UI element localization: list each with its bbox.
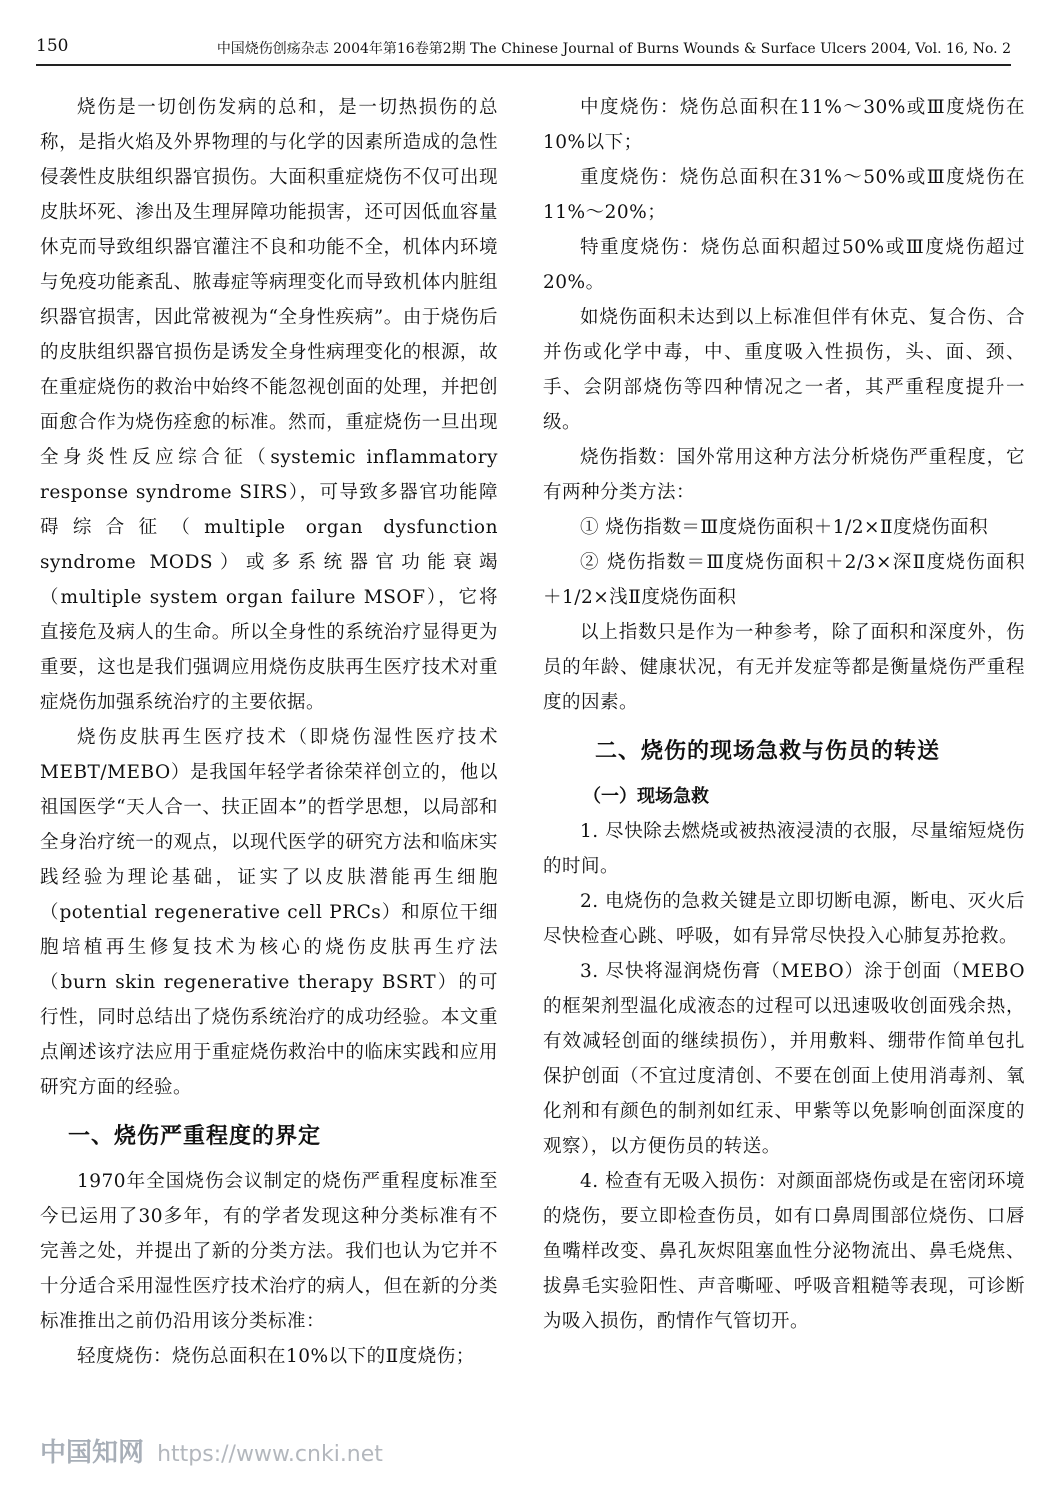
section-heading-1: 一、烧伤严重程度的界定 [68, 1124, 322, 1149]
right-paragraph-5: 烧伤指数：国外常用这种方法分析烧伤严重程度，它有两种分类方法： [543, 447, 1025, 503]
subsection-heading: （一）现场急救 [583, 786, 709, 807]
first-aid-item-3: 3. 尽快将湿润烧伤膏（MEBO）涂于创面（MEBO的框架剂型温化成液态的过程可以迅速吸收创面残余热，有效减轻创面的继续损伤），并用敷料、绷带作简单包扎保护创面（不宜过度清创、不要在创面上使用消毒剂、氧化剂和有颜色的制剂如红汞、甲紫等以免影响创面深度的观察），以方便伤员的转送。 [543, 961, 1025, 1157]
journal-running-head: 中国烧伤创疡杂志 2004年第16卷第2期 The Chinese Journal of Burns Wounds & Surface Ulcers 2004, Vol. 16, No. 2 [216, 41, 1011, 57]
section-1-paragraph-1: 1970年全国烧伤会议制定的烧伤严重程度标准至今已运用了30多年，有的学者发现这种分类标准有不完善之处，并提出了新的分类方法。我们也认为它并不十分适合采用湿性医疗技术治疗的病人，但在新的分类标准推出之前仍沿用该分类标准： [40, 1171, 498, 1332]
section-heading-2: 二、烧伤的现场急救与伤员的转送 [595, 739, 941, 764]
formula-2: ② 烧伤指数＝Ⅲ度烧伤面积＋2/3×深Ⅱ度烧伤面积＋1/2×浅Ⅱ度烧伤面积 [543, 552, 1025, 608]
page-number: 150 [36, 36, 69, 56]
cnki-watermark [40, 1432, 383, 1469]
right-paragraph-1: 中度烧伤：烧伤总面积在11%～30%或Ⅲ度烧伤在10%以下； [543, 97, 1025, 153]
first-aid-item-4: 4. 检查有无吸入损伤：对颜面部烧伤或是在密闭环境的烧伤，要立即检查伤员，如有口鼻周围部位烧伤、口唇鱼嘴样改变、鼻孔灰烬阻塞血性分泌物流出、鼻毛烧焦、拔鼻毛实验阳性、声音嘶哑、呼吸音粗糙等表现，可诊断为吸入损伤，酌情作气管切开。 [543, 1171, 1025, 1332]
right-paragraph-2: 重度烧伤：烧伤总面积在31%～50%或Ⅲ度烧伤在11%～20%； [543, 167, 1025, 223]
intro-paragraph-1: 烧伤是一切创伤发病的总和，是一切热损伤的总称，是指火焰及外界物理的与化学的因素所造成的急性侵袭性皮肤组织器官损伤。大面积重症烧伤不仅可出现皮肤坏死、渗出及生理屏障功能损害，还可因低血容量休克而导致组织器官灌注不良和功能不全，机体内环境与免疫功能紊乱、脓毒症等病理变化而导致机体内脏组织器官损害，因此常被视为“全身性疾病”。由于烧伤后的皮肤组织器官损伤是诱发全身性病理变化的根源，故在重症烧伤的救治中始终不能忽视创面的处理，并把创面愈合作为烧伤痊愈的标准。然而，重症烧伤一旦出现全身炎性反应综合征（systemic inflammatory response syndrome SIRS），可导致多器官功能障碍综合征（multiple organ dysfunction syndrome MODS）或多系统器官功能衰竭（multiple system organ failure MSOF），它将直接危及病人的生命。所以全身性的系统治疗显得更为重要，这也是我们强调应用烧伤皮肤再生医疗技术对重症烧伤加强系统治疗的主要依据。 [40, 97, 498, 713]
section-1-paragraph-2: 轻度烧伤：烧伤总面积在10%以下的Ⅱ度烧伤； [77, 1346, 475, 1367]
right-column [543, 90, 1025, 1339]
left-column [40, 90, 498, 1374]
first-aid-item-1: 1. 尽快除去燃烧或被热液浸渍的衣服，尽量缩短烧伤的时间。 [543, 821, 1025, 877]
right-paragraph-8: 以上指数只是作为一种参考，除了面积和深度外，伤员的年龄、健康状况，有无并发症等都是衡量烧伤严重程度的因素。 [543, 622, 1025, 713]
right-paragraph-4: 如烧伤面积未达到以上标准但伴有休克、复合伤、合并伤或化学中毒，中、重度吸入性损伤，头、面、颈、手、会阴部烧伤等四种情况之一者，其严重程度提升一级。 [543, 307, 1025, 433]
first-aid-item-2: 2. 电烧伤的急救关键是立即切断电源，断电、灭火后尽快检查心跳、呼吸，如有异常尽快投入心肺复苏抢救。 [543, 891, 1025, 947]
formula-1: ① 烧伤指数＝Ⅲ度烧伤面积＋1/2×Ⅱ度烧伤面积 [580, 517, 989, 538]
right-paragraph-3: 特重度烧伤：烧伤总面积超过50%或Ⅲ度烧伤超过20%。 [543, 237, 1025, 293]
running-header [36, 34, 1011, 66]
intro-paragraph-2: 烧伤皮肤再生医疗技术（即烧伤湿性医疗技术MEBT/MEBO）是我国年轻学者徐荣祥创立的，他以祖国医学“天人合一、扶正固本”的哲学思想，以局部和全身治疗统一的观点，以现代医学的研究方法和临床实践经验为理论基础，证实了以皮肤潜能再生细胞（potential regenerative cell PRCs）和原位干细胞培植再生修复技术为核心的烧伤皮肤再生疗法（burn skin regenerative therapy BSRT）的可行性，同时总结出了烧伤系统治疗的成功经验。本文重点阐述该疗法应用于重症烧伤救治中的临床实践和应用研究方面的经验。 [40, 727, 498, 1098]
cnki-logo: 中国知网 [40, 1438, 145, 1468]
cnki-url: https://www.cnki.net [157, 1442, 383, 1467]
